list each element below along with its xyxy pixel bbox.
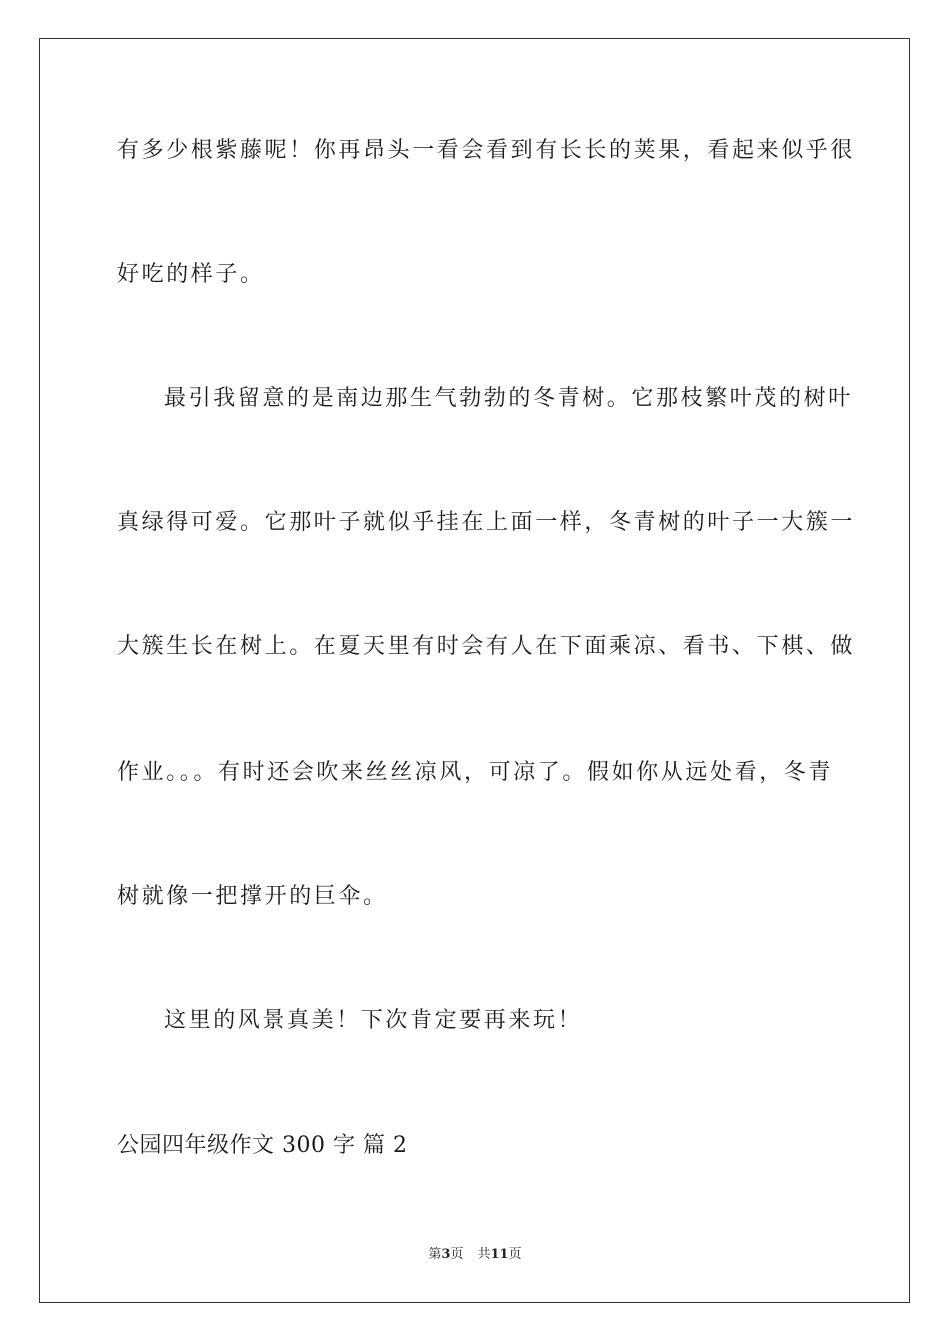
paragraph-line: 真绿得可爱。它那叶子就似乎挂在上面一样，冬青树的叶子一大簇一 xyxy=(117,510,856,535)
total-prefix: 共 xyxy=(477,1247,491,1262)
total-suffix: 页 xyxy=(508,1247,522,1262)
paragraph-line: 大簇生长在树上。在夏天里有时会有人在下面乘凉、看书、下棋、做 xyxy=(117,634,856,659)
paragraph-line: 有多少根紫藤呢！你再昂头一看会看到有长长的荚果，看起来似乎很 xyxy=(117,138,856,163)
page-total: 11 xyxy=(490,1247,509,1262)
page-border xyxy=(39,38,910,1303)
page-suffix: 页 xyxy=(450,1247,464,1262)
paragraph-line: 树就像一把撑开的巨伞。 xyxy=(117,884,388,909)
paragraph-line: 好吃的样子。 xyxy=(117,262,265,287)
paragraph-line: 最引我留意的是南边那生气勃勃的冬青树。它那枝繁叶茂的树叶 xyxy=(164,386,853,411)
page-prefix: 第 xyxy=(428,1247,442,1262)
page-current: 3 xyxy=(441,1247,451,1262)
paragraph-line: 这里的风景真美！下次肯定要再来玩！ xyxy=(164,1008,583,1033)
section-heading: 公园四年级作文 300 字 篇 2 xyxy=(117,1133,408,1158)
paragraph-line: 作业。。。有时还会吹来丝丝凉风，可凉了。假如你从远处看，冬青 xyxy=(117,760,834,785)
page-footer xyxy=(0,1247,950,1263)
